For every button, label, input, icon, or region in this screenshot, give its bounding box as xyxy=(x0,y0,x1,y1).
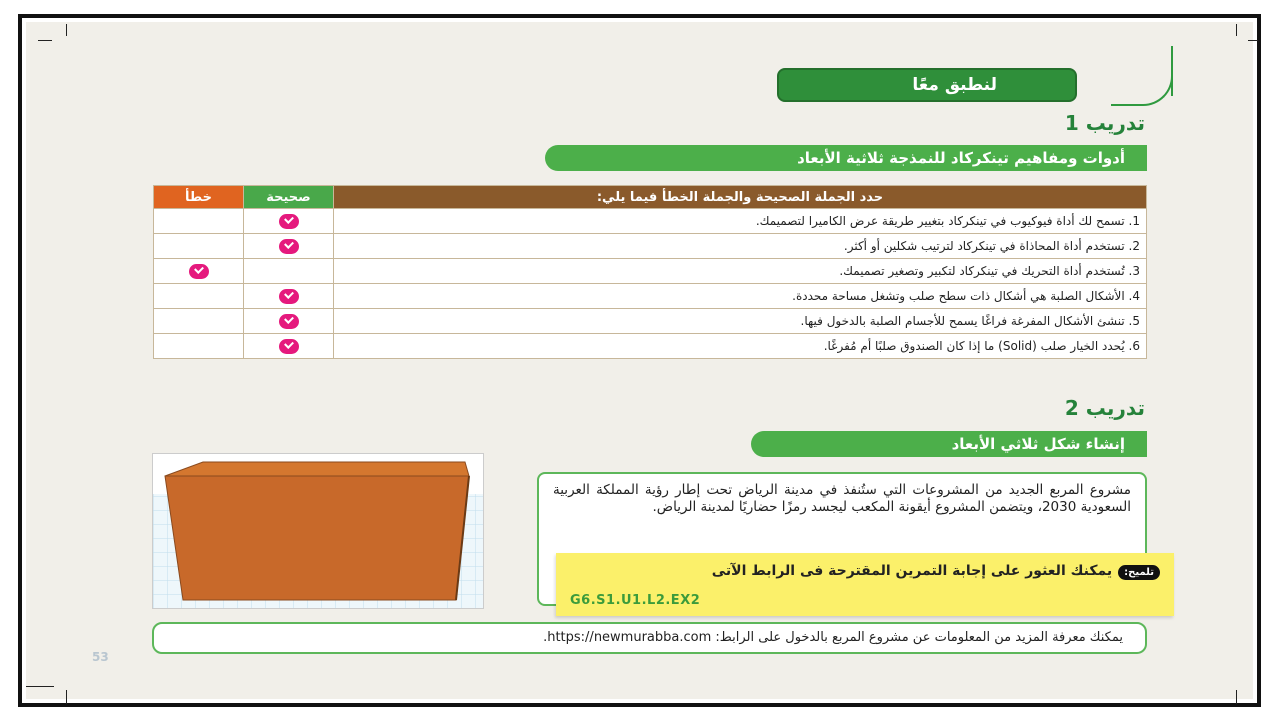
page-number: 53 xyxy=(92,650,109,664)
hint-box xyxy=(556,553,1174,616)
decor-curve xyxy=(1111,62,1173,106)
table-row xyxy=(154,234,1147,259)
hint-code-link[interactable]: G6.S1.U1.L2.EX2 xyxy=(570,593,701,608)
table-row xyxy=(154,259,1147,284)
true-cell[interactable] xyxy=(244,284,334,309)
false-header: خطأ xyxy=(154,186,244,209)
table-header-row xyxy=(154,186,1147,209)
statement-cell: 3. تُستخدم أداة التحريك في تينكركاد لتكبير وتصغير تصميمك. xyxy=(334,259,1147,284)
check-mark-icon xyxy=(279,239,299,254)
false-cell[interactable] xyxy=(154,334,244,359)
false-cell[interactable] xyxy=(154,309,244,334)
true-cell[interactable] xyxy=(244,259,334,284)
hint-badge: تلميح: xyxy=(1118,565,1160,580)
table-row xyxy=(154,209,1147,234)
table-row xyxy=(154,284,1147,309)
check-mark-icon xyxy=(189,264,209,279)
exercise2-subtitle: إنشاء شكل ثلاثي الأبعاد xyxy=(751,431,1147,457)
hint-text: يمكنك العثور على إجابة التمرين المقترحة فى الرابط الآتى xyxy=(711,563,1113,579)
true-cell[interactable] xyxy=(244,234,334,259)
exercise1-subtitle: أدوات ومفاهيم تينكركاد للنمذجة ثلاثية الأبعاد xyxy=(545,145,1147,171)
statement-cell: 1. تسمح لك أداة فيوكيوب في تينكركاد بتغيير طريقة عرض الكاميرا لتصميمك. xyxy=(334,209,1147,234)
true-cell[interactable] xyxy=(244,334,334,359)
true-cell[interactable] xyxy=(244,309,334,334)
crop-mark xyxy=(1248,40,1258,41)
statement-header: حدد الجملة الصحيحة والجملة الخطأ فيما يلي: xyxy=(334,186,1147,209)
false-cell[interactable] xyxy=(154,234,244,259)
tinkercad-cube-illustration xyxy=(153,454,484,609)
check-mark-icon xyxy=(279,339,299,354)
true-cell[interactable] xyxy=(244,209,334,234)
crop-mark xyxy=(1236,24,1237,36)
check-mark-icon xyxy=(279,214,299,229)
crop-mark xyxy=(38,40,52,41)
statement-cell: 6. يُحدد الخيار صلب (Solid) ما إذا كان الصندوق صلبًا أم مُفرغًا. xyxy=(334,334,1147,359)
table-row xyxy=(154,309,1147,334)
statement-cell: 4. الأشكال الصلبة هي أشكال ذات سطح صلب وتشغل مساحة محددة. xyxy=(334,284,1147,309)
statement-cell: 2. تستخدم أداة المحاذاة في تينكركاد لترتيب شكلين أو أكثر. xyxy=(334,234,1147,259)
exercise2-title: تدريب 2 xyxy=(1064,396,1145,420)
false-cell[interactable] xyxy=(154,259,244,284)
crop-mark xyxy=(1236,690,1237,704)
check-mark-icon xyxy=(279,314,299,329)
crop-mark xyxy=(66,24,67,36)
exercise1-title: تدريب 1 xyxy=(1064,111,1145,135)
cube-image xyxy=(152,453,484,609)
table-row xyxy=(154,334,1147,359)
project-description: مشروع المربع الجديد من المشروعات التي ستُنفذ في مدينة الرياض تحت إطار رؤية المملكة العربية السعودية 2030، ويتضمن المشروع أيقونة المكعب ليجسد رمزًا حضاريًا لمدينة الرياض. xyxy=(537,472,1147,606)
false-cell[interactable] xyxy=(154,284,244,309)
statement-cell: 5. تنشئ الأشكال المفرغة فراغًا يسمح للأجسام الصلبة بالدخول فيها. xyxy=(334,309,1147,334)
more-info-link[interactable]: يمكنك معرفة المزيد من المعلومات عن مشروع المربع بالدخول على الرابط: https://newmurabba.com. xyxy=(152,622,1147,654)
section-pill: لنطبق معًا xyxy=(777,68,1077,102)
crop-mark xyxy=(66,690,67,704)
check-mark-icon xyxy=(279,289,299,304)
true-false-table xyxy=(153,185,1147,359)
crop-mark xyxy=(26,686,54,687)
false-cell[interactable] xyxy=(154,209,244,234)
true-header: صحيحة xyxy=(244,186,334,209)
hint-row xyxy=(570,563,1160,580)
